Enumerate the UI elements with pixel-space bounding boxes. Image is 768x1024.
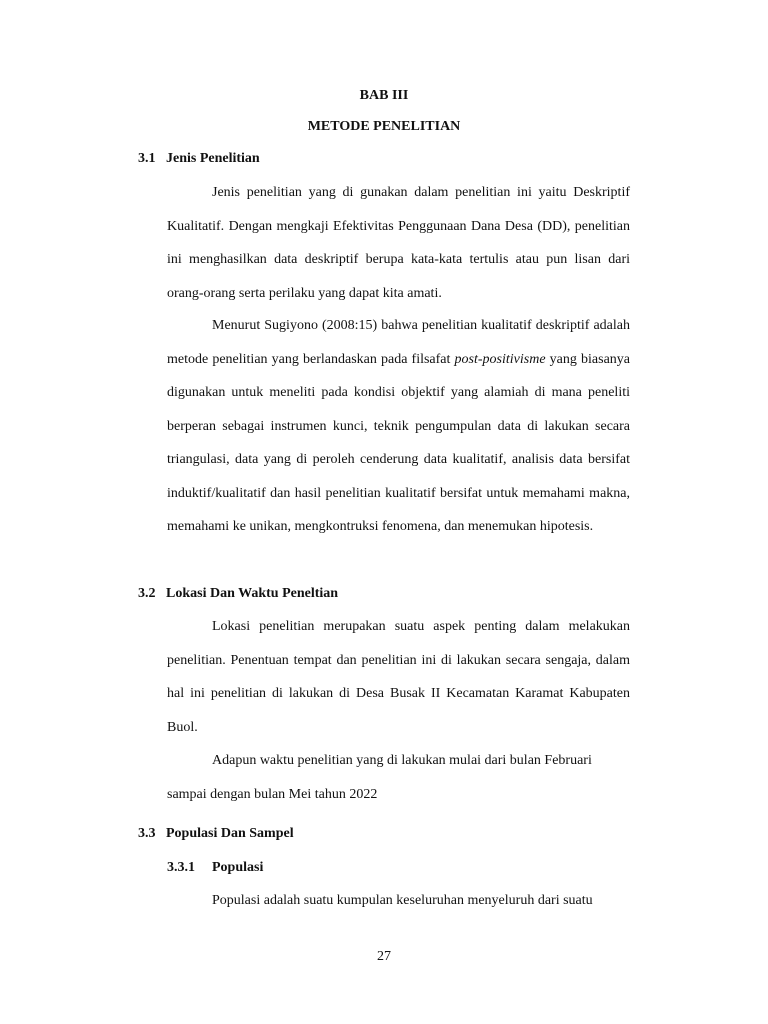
subsection-3-3-1-heading [167,860,263,876]
section-3-1-paragraph-2: Menurut Sugiyono (2008:15) bahwa penelitian kualitatif deskriptif adalah metode penelitian yang berlandaskan pada filsafat post-positivisme yang biasanya digunakan untuk meneliti pada kondisi objektif yang alamiah di mana peneliti berperan sebagai instrumen kunci, teknik pengumpulan data di lakukan secara triangulasi, data yang di peroleh cenderung data kualitatif, analisis data bersifat induktif/kualitatif dan hasil penelitian kualitatif bersifat untuk memahami makna, memahami ke unikan, mengkontruksi fenomena, dan menemukan hipotesis. [167,318,630,534]
subsection-title: Populasi [212,860,264,875]
section-title: Populasi Dan Sampel [166,826,294,841]
chapter-label: BAB III [359,88,409,103]
section-3-2-paragraph-2: Adapun waktu penelitian yang di lakukan mulai dari bulan Februari sampai dengan bulan Mei tahun 2022 [167,753,592,802]
section-3-1-heading [138,151,260,167]
section-number: 3.2 [138,586,156,601]
section-number: 3.1 [138,151,156,166]
section-number: 3.3 [138,826,156,841]
section-3-2-paragraph-1: Lokasi penelitian merupakan suatu aspek penting dalam melakukan penelitian. Penentuan tempat dan penelitian ini di lakukan secara sengaja, dalam hal ini penelitian di lakukan di Desa Busak II Kecamatan Karamat Kabupaten Buol. [167,619,630,735]
section-3-3-1-paragraph-1: Populasi adalah suatu kumpulan keseluruhan menyeluruh dari suatu [212,893,593,908]
section-title: Lokasi Dan Waktu Peneltian [166,586,339,601]
italic-term: post-positivisme [454,351,546,367]
section-3-1-paragraph-1: Jenis penelitian yang di gunakan dalam penelitian ini yaitu Deskriptif Kualitatif. Dengan mengkaji Efektivitas Penggunaan Dana Desa (DD), penelitian ini menghasilkan data deskriptif berupa kata-kata tertulis atau pun lisan dari orang-orang serta perilaku yang dapat kita amati. [167,185,630,301]
section-3-2-heading [138,586,338,602]
section-title: Jenis Penelitian [166,151,260,166]
section-3-3-heading [138,826,294,842]
page-number: 27 [377,949,391,964]
chapter-title: METODE PENELITIAN [307,119,461,134]
subsection-number: 3.3.1 [167,860,195,875]
